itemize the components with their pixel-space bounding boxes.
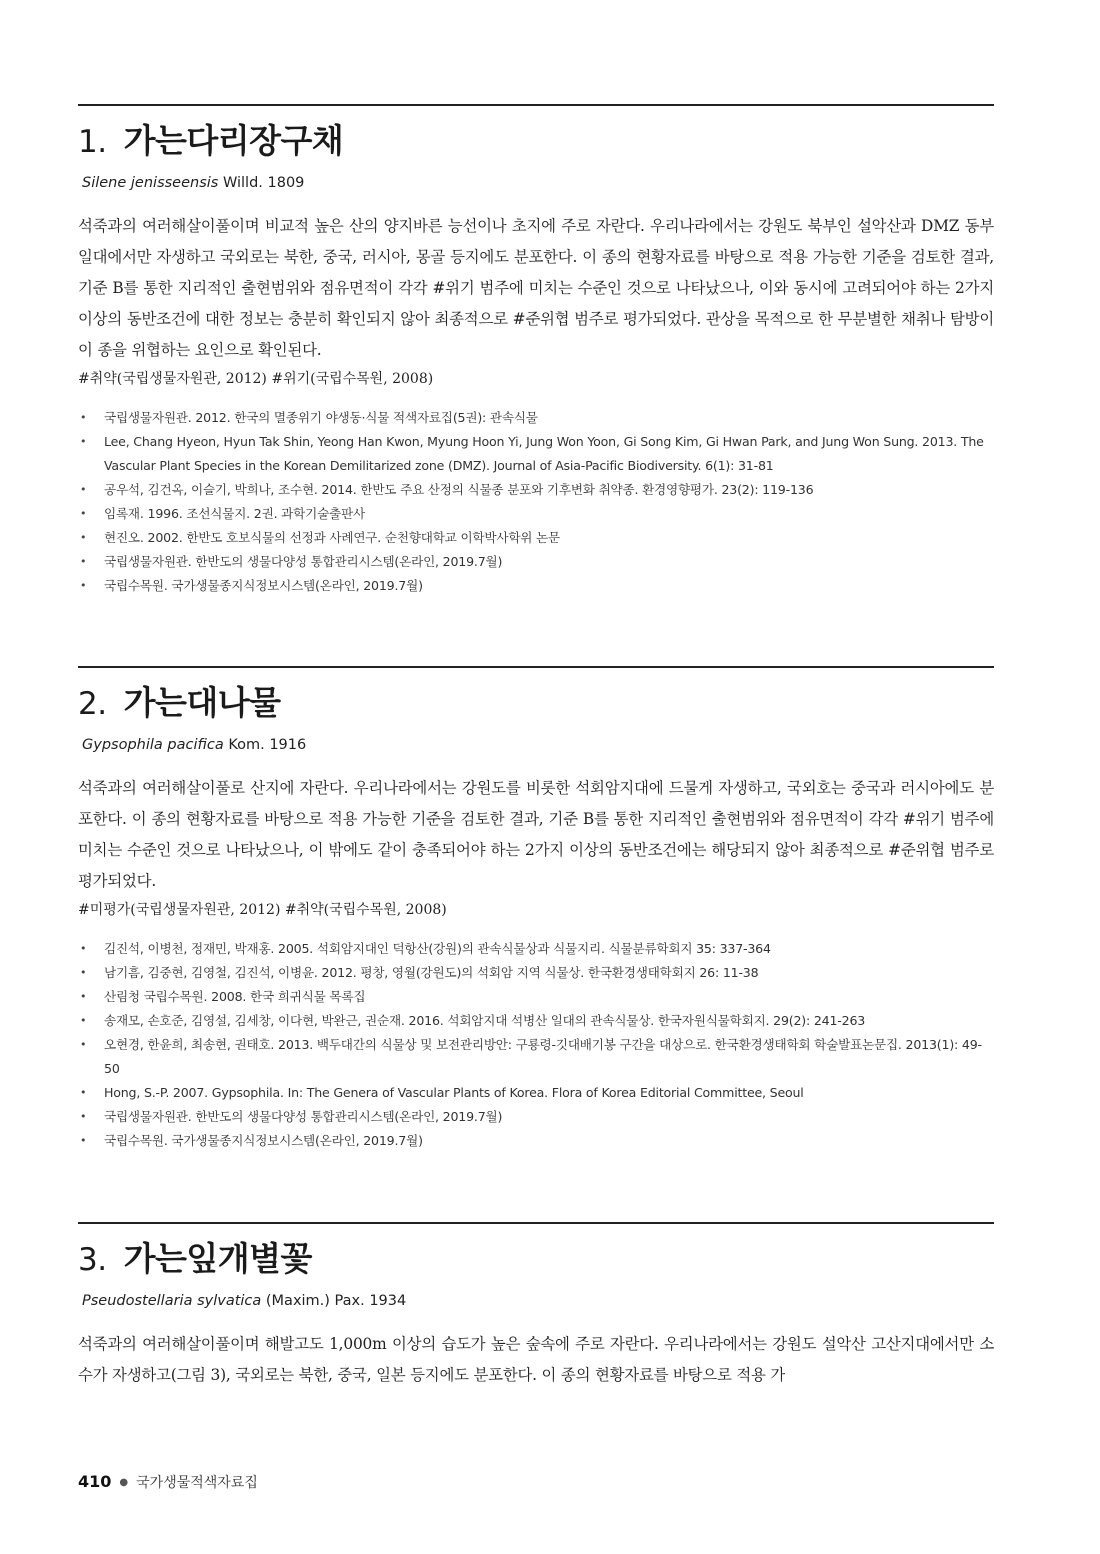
section-divider [78, 666, 994, 668]
reference-list [78, 406, 994, 598]
reference-item: • Hong, S.-P. 2007. Gypsophila. In: The Genera of Vascular Plants of Korea. Flora of Korea Editorial Committee, Seoul [78, 1081, 994, 1105]
scientific-name: Gypsophila pacifica Kom. 1916 [82, 737, 307, 753]
reference-item: • 임록재. 1996. 조선식물지. 2권. 과학기술출판사 [78, 502, 994, 526]
section-2 [78, 666, 994, 1153]
section-divider [78, 1222, 994, 1224]
section-title: 1. 가는다리장구채 [78, 121, 344, 160]
page-number: 410 [78, 1472, 112, 1491]
section-divider [78, 104, 994, 106]
section-1 [78, 104, 994, 598]
section-title: 2. 가는대나물 [78, 683, 281, 722]
reference-item: • 산림청 국립수목원. 2008. 한국 희귀식물 목록집 [78, 985, 994, 1009]
reference-item: • 송재모, 손호준, 김영설, 김세창, 이다현, 박완근, 권순재. 2016. 석회암지대 석병산 일대의 관속식물상. 한국자원식물학회지. 29(2): 241-263 [78, 1009, 994, 1033]
reference-item: • 국립수목원. 국가생물종지식정보시스템(온라인, 2019.7월) [78, 1129, 994, 1153]
description: 석죽과의 여러해살이풀로 산지에 자란다. 우리나라에서는 강원도를 비롯한 석회암지대에 드물게 자생하고, 국외호는 중국과 러시아에도 분포한다. 이 종의 현황자료를 바탕으로 적용 가능한 기준을 검토한 결과, 기준 B를 통한 지리적인 출현범위와 점유면적이 각각 #위기 범주에 미치는 수준인 것으로 나타났으나, 이 밖에도 같이 충족되어야 하는 2가지 이상의 동반조건에는 해당되지 않아 최종적으로 #준위협 범주로 평가되었다. [78, 779, 994, 890]
reference-item: • 공우석, 김건옥, 이슬기, 박희나, 조수현. 2014. 한반도 주요 산정의 식물종 분포와 기후변화 취약종. 환경영향평가. 23(2): 119-136 [78, 478, 994, 502]
reference-item: • 국립생물자원관. 한반도의 생물다양성 통합관리시스템(온라인, 2019.7월) [78, 1105, 994, 1129]
reference-item: • 국립수목원. 국가생물종지식정보시스템(온라인, 2019.7월) [78, 574, 994, 598]
reference-item: • 국립생물자원관. 2012. 한국의 멸종위기 야생동·식물 적색자료집(5권): 관속식물 [78, 406, 994, 430]
status-line: #취약(국립생물자원관, 2012) #위기(국립수목원, 2008) [78, 371, 434, 387]
description: 석죽과의 여러해살이풀이며 해발고도 1,000m 이상의 습도가 높은 숲속에 주로 자란다. 우리나라에서는 강원도 설악산 고산지대에서만 소수가 자생하고(그림 3), 국외로는 북한, 중국, 일본 등지에도 분포한다. 이 종의 현황자료를 바탕으로 적용 가 [78, 1335, 994, 1384]
reference-item: • Lee, Chang Hyeon, Hyun Tak Shin, Yeong Han Kwon, Myung Hoon Yi, Jung Won Yoon, Gi Song Kim, Gi Hwan Park, and Jung Won Sung. 2013. The Vascular Plant Species in the Korean Demilitarized zone (DMZ). Journal of Asia-Pacific Biodiversity. 6(1): 31-81 [78, 430, 994, 478]
separator-dot: ● [119, 1477, 129, 1488]
reference-item: • 김진석, 이병천, 정재민, 박재홍. 2005. 석회암지대인 덕항산(강원)의 관속식물상과 식물지리. 식물분류학회지 35: 337-364 [78, 937, 994, 961]
reference-item: • 국립생물자원관. 한반도의 생물다양성 통합관리시스템(온라인, 2019.7월) [78, 550, 994, 574]
reference-item: • 남기흠, 김중현, 김영철, 김진석, 이병윤. 2012. 평창, 영월(강원도)의 석회암 지역 식물상. 한국환경생태학회지 26: 11-38 [78, 961, 994, 985]
scientific-name: Silene jenisseensis Willd. 1809 [82, 175, 305, 191]
description: 석죽과의 여러해살이풀이며 비교적 높은 산의 양지바른 능선이나 초지에 주로 자란다. 우리나라에서는 강원도 북부인 설악산과 DMZ 동부 일대에서만 자생하고 국외로는 북한, 중국, 러시아, 몽골 등지에도 분포한다. 이 종의 현황자료를 바탕으로 적용 가능한 기준을 검토한 결과, 기준 B를 통한 지리적인 출현범위와 점유면적이 각각 #위기 범주에 미치는 수준인 것으로 나타났으나, 이와 동시에 고려되어야 하는 2가지 이상의 동반조건에 대한 정보는 충분히 확인되지 않아 최종적으로 #준위협 범주로 평가되었다. 관상을 목적으로 한 무분별한 채취나 탐방이 이 종을 위협하는 요인으로 확인된다. [78, 217, 994, 359]
scientific-name: Pseudostellaria sylvatica (Maxim.) Pax. 1934 [82, 1293, 407, 1309]
status-line: #미평가(국립생물자원관, 2012) #취약(국립수목원, 2008) [78, 902, 447, 918]
reference-item: • 현진오. 2002. 한반도 호보식물의 선정과 사례연구. 순천향대학교 이학박사학위 논문 [78, 526, 994, 550]
reference-item: • 오현경, 한윤희, 최송현, 권태호. 2013. 백두대간의 식물상 및 보전관리방안: 구룡령-깃대배기봉 구간을 대상으로. 한국환경생태학회 학술발표논문집. 2013(1): 49-50 [78, 1033, 994, 1081]
reference-list [78, 937, 994, 1153]
page-footer [78, 1472, 258, 1492]
section-3 [78, 1222, 994, 1391]
book-title: 국가생물적색자료집 [136, 1475, 258, 1491]
section-title: 3. 가는잎개별꽃 [78, 1239, 312, 1278]
